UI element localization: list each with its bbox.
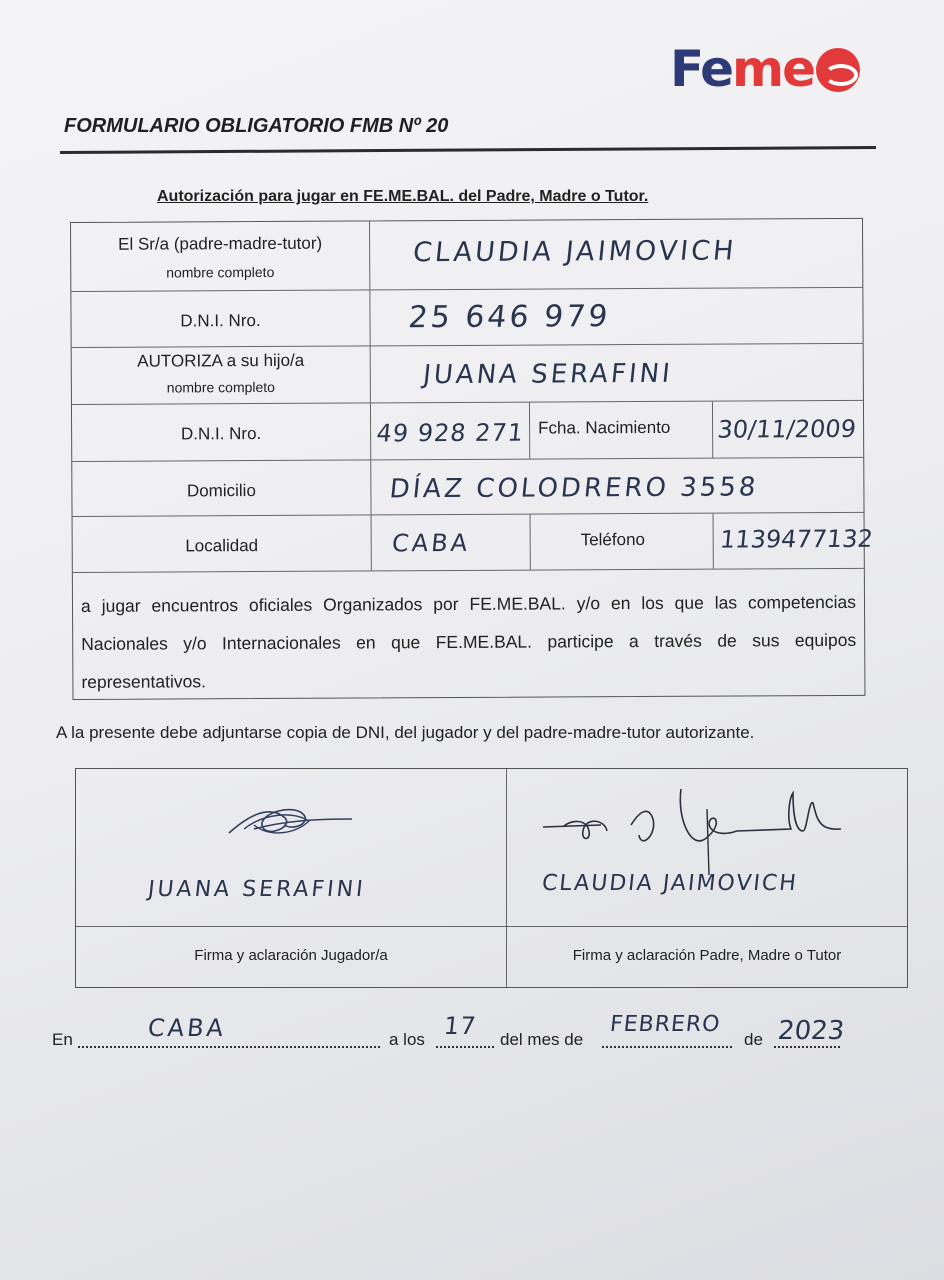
dni1-label-cell: [71, 290, 370, 347]
address-field[interactable]: DÍAZ COLODRERO 3558: [388, 472, 760, 505]
place-dotted-line: [78, 1046, 380, 1048]
footer-del-mes-label: del mes de: [500, 1030, 584, 1049]
logo-ball-icon: [816, 48, 860, 92]
column-divider: [529, 403, 530, 459]
year-dotted-line: [774, 1046, 840, 1048]
child-name-field[interactable]: JUANA SERAFINI: [421, 358, 675, 391]
player-signature-caption: Firma y aclaración Jugador/a: [194, 947, 388, 964]
child-label-cell: [72, 346, 371, 404]
date-place-line: [52, 1012, 872, 1062]
child-row: [72, 344, 863, 405]
birth-date-field[interactable]: 30/11/2009: [716, 414, 858, 444]
dni1-row: [71, 288, 862, 348]
title-divider: [60, 146, 876, 154]
femebal-logo: [670, 40, 860, 98]
tutor-sublabel: nombre completo: [166, 263, 275, 281]
caption-divider: [76, 926, 907, 927]
tutor-printed-name: CLAUDIA JAIMOVICH: [540, 871, 800, 896]
city-label-cell: [73, 515, 372, 572]
year-field[interactable]: 2023: [776, 1016, 846, 1046]
column-divider: [530, 515, 531, 570]
tutor-name-field[interactable]: CLAUDIA JAIMOVICH: [411, 235, 738, 269]
logo-fe-text: Fe: [670, 40, 733, 98]
address-label: Domicilio: [186, 481, 256, 501]
logo-me-text: me: [732, 40, 815, 98]
tutor-signature-caption: Firma y aclaración Padre, Madre o Tutor: [572, 947, 842, 964]
tutor-row: [71, 219, 862, 292]
day-field[interactable]: 17: [442, 1012, 479, 1040]
city-label: Localidad: [185, 536, 259, 556]
dni2-row: [72, 401, 863, 462]
address-row: [72, 458, 863, 517]
birth-label: Fcha. Nacimiento: [538, 417, 671, 438]
dni2-label: D.N.I. Nro.: [180, 424, 262, 444]
dni1-label: D.N.I. Nro.: [180, 311, 261, 331]
child-sublabel: nombre completo: [166, 378, 275, 396]
column-divider: [713, 514, 714, 569]
dni2-field[interactable]: 49 928 271: [375, 418, 526, 448]
authorization-paragraph-row: [73, 569, 865, 699]
player-printed-name: JUANA SERAFINI: [146, 877, 367, 902]
phone-label: Teléfono: [580, 529, 646, 550]
tutor-signature-icon: [541, 779, 861, 879]
month-dotted-line: [602, 1046, 732, 1048]
authorization-table: [70, 218, 875, 700]
form-title: FORMULARIO OBLIGATORIO FMB Nº 20: [64, 115, 449, 137]
place-field[interactable]: CABA: [146, 1014, 228, 1042]
city-field[interactable]: CABA: [390, 528, 472, 558]
phone-field[interactable]: 1139477132: [718, 524, 875, 554]
address-label-cell: [72, 460, 371, 516]
city-row: [73, 513, 875, 573]
tutor-label-cell: [71, 221, 370, 291]
dni1-field[interactable]: 25 646 979: [406, 299, 613, 336]
attachment-note: A la presente debe adjuntarse copia de DNI, del jugador y del padre-madre-tutor autorizante.: [56, 723, 755, 742]
column-divider: [712, 402, 713, 458]
signature-table: [75, 768, 908, 988]
month-field[interactable]: FEBRERO: [608, 1012, 722, 1037]
authorization-paragraph: a jugar encuentros oficiales Organizados por FE.ME.BAL. y/o en los que las competencias Nacionales y/o Internacionales en que FE.ME.BAL. participe a través de sus equipos representativos.: [80, 591, 857, 692]
footer-en-label: En: [52, 1030, 73, 1049]
footer-a-los-label: a los: [389, 1030, 425, 1049]
player-signature-icon: [224, 795, 354, 843]
dni2-label-cell: [72, 403, 371, 461]
child-label: AUTORIZA a su hijo/a: [137, 350, 305, 371]
footer-de-label: de: [744, 1030, 763, 1049]
tutor-label: El Sr/a (padre-madre-tutor): [118, 233, 323, 254]
day-dotted-line: [436, 1046, 494, 1048]
authorization-title: Autorización para jugar en FE.ME.BAL. del Padre, Madre o Tutor.: [157, 188, 649, 205]
